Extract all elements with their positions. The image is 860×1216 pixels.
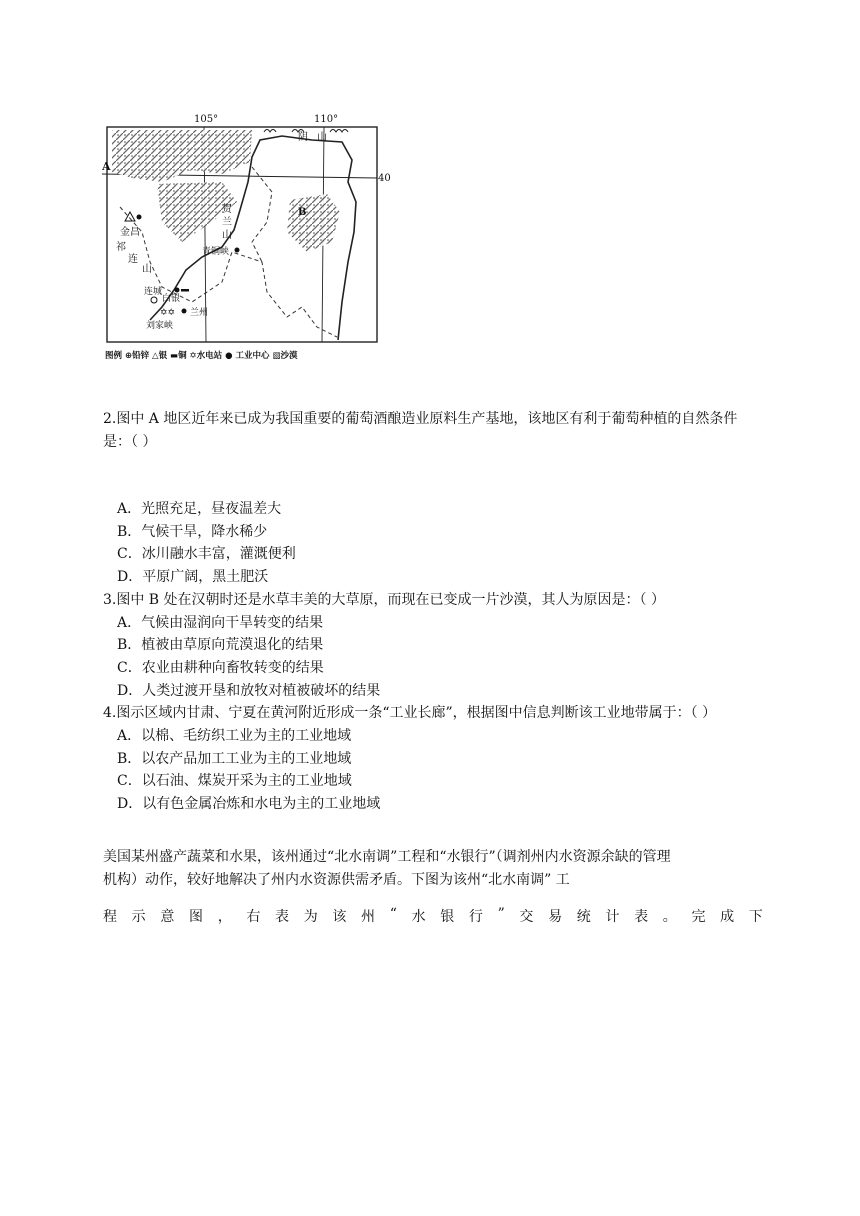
lat-label-40: 40 (378, 173, 391, 184)
question-2-stem: 2.图中 A 地区近年来已成为我国重要的葡萄酒酿造业原料生产基地，该地区有利于葡萄种植的自然条件是：（ ） (103, 411, 738, 450)
qilianshan-label-1: 祁 (116, 242, 126, 253)
question-3-option-a[interactable]: A．气候由湿润向干旱转变的结果 (117, 614, 324, 631)
liujiaxia-label: 刘家峡 (146, 321, 174, 331)
desert-north (112, 130, 252, 182)
passage-char: 下 (748, 909, 763, 925)
map-figure (102, 112, 392, 367)
lon-label-110: 110° (314, 114, 339, 125)
passage-char: 水 (411, 909, 426, 925)
passage-char: 示 (131, 909, 146, 925)
question-2 (103, 408, 763, 453)
industrial-center-icon (137, 215, 142, 220)
passage-char: 右 (246, 909, 261, 925)
hydropower-icon: ✡✡ (160, 308, 176, 318)
passage-char: 该 (332, 909, 347, 925)
passage (103, 846, 763, 891)
question-4-stem: 4.图示区域内甘肃、宁夏在黄河附近形成一条“工业长廊”，根据图中信息判断该工业地带属于：（ ） (103, 705, 717, 722)
passage-char: 州 (361, 909, 376, 925)
copper-icon (181, 289, 189, 292)
lead-zinc-icon (151, 297, 157, 303)
passage-char: 表 (634, 909, 649, 925)
helanshan-label-3: 山 (222, 230, 232, 241)
question-4-option-a[interactable]: A．以棉、毛纺织工业为主的工业地域 (117, 728, 352, 745)
lanzhou-label: 兰州 (190, 308, 209, 318)
passage-line-1: 美国某州盛产蔬菜和水果，该州通过“北水南调”工程和“水银行”（调剂州内水资源余缺的管理 (103, 849, 671, 865)
helanshan-label-2: 兰 (222, 217, 232, 228)
qilianshan-label-3: 山 (142, 264, 152, 275)
question-2-option-c[interactable]: C．冰川融水丰富，灌溉便利 (117, 546, 296, 563)
question-3-option-d[interactable]: D．人类过渡开垦和放牧对植被破坏的结果 (117, 682, 381, 699)
passage-char: 统 (576, 909, 591, 925)
question-2-options (103, 498, 763, 816)
qingtongxia-label: 青铜峡 (202, 247, 230, 257)
passage-char: 成 (720, 909, 735, 925)
question-3-stem: 3.图中 B 处在汉朝时还是水草丰美的大草原，而现在已变成一片沙漠，其人为原因是：（ ） (103, 591, 665, 608)
industrial-center-icon (175, 288, 180, 293)
baiyin-label: 白银 (162, 294, 181, 304)
qilianshan-label-2: 连 (128, 254, 138, 265)
province-boundary-2 (252, 167, 272, 262)
yinshan-label-1: 阴 (298, 132, 308, 143)
passage-char: 银 (440, 909, 455, 925)
question-2-option-d[interactable]: D．平原广阔，黑土肥沃 (117, 569, 269, 586)
silver-icon (125, 212, 135, 221)
question-4-option-b[interactable]: B．以农产品加工工业为主的工业地域 (117, 750, 352, 767)
question-3-option-b[interactable]: B．植被由草原向荒漠退化的结果 (117, 637, 324, 654)
passage-char: 易 (548, 909, 563, 925)
passage-char: 程 (103, 909, 117, 925)
question-4-option-c[interactable]: C．以石油、煤炭开采为主的工业地域 (117, 773, 352, 790)
desert-b (287, 194, 340, 252)
passage-char: “ (389, 906, 397, 922)
passage-char: ， (217, 909, 232, 925)
passage-char: 完 (691, 909, 706, 925)
industrial-center-icon (235, 248, 240, 253)
passage-line-2: 机构）动作，较好地解决了州内水资源供需矛盾。下图为该州“北水南调” 工 (103, 871, 570, 888)
passage-char: 。 (662, 909, 677, 925)
region-b-label: B (298, 207, 307, 218)
region-a-label: A (102, 160, 111, 173)
passage-char: 交 (519, 909, 534, 925)
jinchang-label: 金昌 (120, 227, 140, 238)
passage-char: 为 (303, 909, 318, 925)
passage-line-3 (103, 906, 763, 926)
question-4-option-d[interactable]: D．以有色金属冶炼和水电为主的工业地域 (117, 796, 381, 813)
liancheng-label: 连城 (144, 287, 163, 297)
question-3-option-c[interactable]: C．农业由耕种向畜牧转变的结果 (117, 659, 324, 676)
industrial-center-icon (182, 309, 187, 314)
passage-char: 图 (189, 909, 204, 925)
helanshan-label-1: 贺 (222, 204, 232, 215)
map-legend: 图例 ⊕铅锌 △银 ▬铜 ✡水电站 ● 工业中心 ▧沙漠 (105, 351, 298, 361)
lon-label-105: 105° (194, 114, 219, 125)
question-2-option-b[interactable]: B．气候干旱，降水稀少 (117, 523, 268, 540)
passage-char: 行 (468, 909, 483, 925)
question-2-option-a[interactable]: A．光照充足，昼夜温差大 (117, 501, 282, 517)
yinshan-label-2: 山 (317, 132, 327, 143)
passage-char: ” (497, 906, 505, 922)
passage-char: 表 (275, 909, 290, 925)
passage-char: 计 (605, 909, 620, 925)
passage-char: 意 (160, 909, 175, 925)
